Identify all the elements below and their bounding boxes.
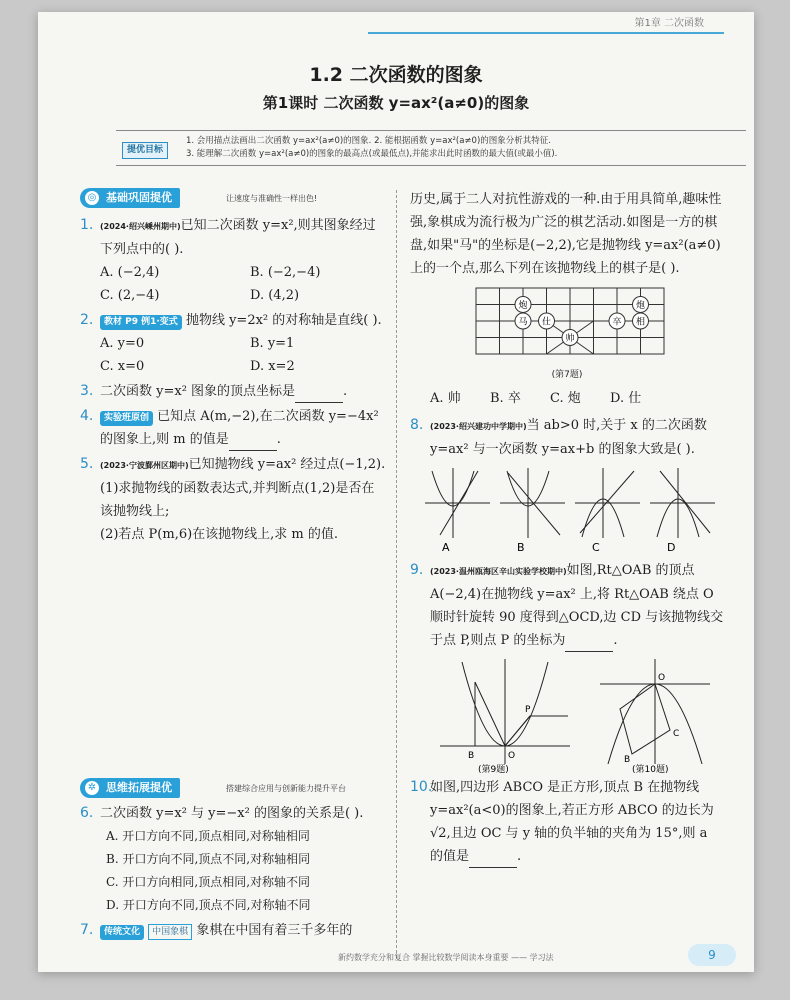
- learning-goals: [116, 130, 746, 166]
- section-thinking: ✲ 思维拓展提优: [80, 778, 180, 798]
- left-column-lower: [80, 802, 386, 944]
- options: [100, 332, 386, 378]
- fig10-caption: (第10题): [632, 765, 669, 774]
- options: [410, 387, 724, 410]
- svg-text:O: O: [508, 751, 516, 761]
- options: [100, 261, 386, 307]
- chess-piece-label: 卒: [612, 317, 622, 328]
- option: D. 仕: [610, 391, 642, 406]
- original-badge: 实验班原创: [100, 411, 153, 426]
- right-column: [410, 188, 724, 870]
- options: [100, 825, 386, 917]
- option: A. y=0: [100, 336, 145, 351]
- goal-line: 1. 会用描点法画出二次函数 y=ax²(a≠0)的图象. 2. 能根据函数 y=ax²(a≠0)的图象分析其特征.: [186, 136, 551, 146]
- option: B. y=1: [250, 336, 295, 351]
- question-1: 1. (2024·绍兴嵊州期中)已知二次函数 y=x²,则其图象经过下列点中的( ). A. (−2,4) B. (−2,−4) C. (2,−4) D. (4,2): [80, 214, 386, 307]
- footer-text: 新约数学充分和复合 掌握比较数学阅读本身重要 —— 学习法: [338, 953, 554, 962]
- page: [38, 12, 754, 972]
- part: (2)若点 P(m,6)在该抛物线上,求 m 的值.: [100, 527, 339, 542]
- section-thinking-note: 搭建综合应用与创新能力提升平台: [226, 784, 346, 793]
- running-header: 第1章 二次函数: [368, 12, 724, 34]
- option: A. 帅: [430, 391, 461, 406]
- option: D. (4,2): [250, 288, 300, 303]
- question-2: 2. 教材 P9 例1·变式 抛物线 y=2x² 的对称轴是直线( ). A. y=0 B. y=1 C. x=0 D. x=2: [80, 309, 386, 378]
- question-7: 7. 传统文化 中国象棋 象棋在中国有着三千多年的: [80, 922, 353, 938]
- goal-line: 3. 能理解二次函数 y=ax²(a≠0)的图象的最高点(或最低点),并能求出此时函数的最大值(或最小值).: [186, 149, 558, 159]
- answer-blank[interactable]: [469, 853, 517, 868]
- option: D. 开口方向不同,顶点不同,对称轴不同: [106, 898, 311, 912]
- answer-blank[interactable]: [295, 388, 343, 403]
- option: A. 开口方向不同,顶点相同,对称轴相同: [106, 829, 310, 843]
- question-10: 10. 如图,四边形 ABCO 是正方形,顶点 B 在抛物线 y=ax²(a<0)的图象上,若正方形 ABCO 的边长为√2,且边 OC 与 y 轴的负半轴的夹角为 15°,则 a 的值是 .: [410, 776, 724, 868]
- question-8: 8. (2023·绍兴建功中学期中)当 ab>0 时,关于 x 的二次函数 y=ax² 与一次函数 y=ax+b 的图象大致是( ).: [410, 417, 707, 457]
- option: C. 开口方向相同,顶点相同,对称轴不同: [106, 875, 311, 889]
- chess-piece-label: 马: [518, 317, 528, 328]
- fig9-caption: (第9题): [478, 765, 509, 774]
- graph-label-d: D: [667, 541, 676, 553]
- answer-blank[interactable]: [229, 436, 277, 451]
- option: D. x=2: [250, 359, 295, 374]
- option: B. 开口方向不同,顶点不同,对称轴相同: [106, 852, 311, 866]
- question-4: 4. 实验班原创 已知点 A(m,−2),在二次函数 y=−4x² 的图象上,则 m 的值是 .: [80, 405, 386, 451]
- option: B. 卒: [490, 391, 521, 406]
- chess-piece-label: 炮: [518, 301, 528, 311]
- question-6: 6. 二次函数 y=x² 与 y=−x² 的图象的关系是( ). A. 开口方向不同,顶点相同,对称轴相同 B. 开口方向不同,顶点不同,对称轴相同 C. 开口方向相同,顶点相同,对称轴不同 D. 开口方向不同,顶点不同,对称轴不同: [80, 802, 386, 917]
- svg-text:B: B: [468, 751, 475, 761]
- chess-piece-label: 炮: [635, 301, 646, 311]
- question-9: 9. (2023·温州瓯海区辛山实验学校期中)如图,Rt△OAB 的顶点 A(−2,4)在抛物线 y=ax² 上,将 Rt△OAB 绕点 O 顺时针旋转 90 度得到△OCD,边 CD 与该抛物线交于点 P,则点 P 的坐标为 .: [410, 559, 724, 652]
- option: C. x=0: [100, 359, 145, 374]
- chess-piece-label: 相: [635, 317, 646, 328]
- svg-text:B: B: [624, 755, 631, 765]
- svg-text:O: O: [658, 673, 666, 683]
- section-basic-note: 让速度与准确性一样出色!: [226, 194, 318, 203]
- lesson-subtitle: 第1课时 二次函数 y=ax²(a≠0)的图象: [262, 94, 530, 112]
- graph-label-a: A: [442, 541, 450, 553]
- goals-tag: 提优目标: [122, 142, 168, 159]
- graph-label-b: B: [517, 541, 525, 553]
- answer-blank[interactable]: [565, 637, 613, 652]
- target-icon: ◎: [85, 191, 99, 205]
- option: C. 炮: [550, 391, 581, 406]
- chessboard-figure: [470, 284, 670, 364]
- textbook-badge: 教材 P9 例1·变式: [100, 315, 182, 330]
- figure-caption: (第7题): [551, 370, 583, 380]
- graph-label-c: C: [592, 541, 600, 553]
- question-7-continued: 历史,属于二人对抗性游戏的一种.由于用具简单,趣味性强,象棋成为流行极为广泛的棋艺活动.如图是一方的棋盘,如果"马"的坐标是(−2,2),它是抛物线 y=ax²(a≠0)上的一个点,那么下列在该抛物线上的棋子是( ).: [410, 192, 722, 276]
- question-3: 3. 二次函数 y=x² 图象的顶点坐标是 .: [80, 380, 386, 403]
- option: A. (−2,4): [100, 265, 160, 280]
- gear-icon: ✲: [85, 781, 99, 795]
- left-column: [80, 214, 386, 548]
- question-5: 5. (2023·宁波鄞州区期中)已知抛物线 y=ax² 经过点(−1,2). (1)求抛物线的函数表达式,并判断点(1,2)是否在该抛物线上; (2)若点 P(m,6)在该抛物线上,求 m 的值.: [80, 453, 386, 546]
- svg-text:P: P: [525, 705, 531, 715]
- culture-badge: 传统文化: [100, 925, 144, 940]
- page-title: 1.2 二次函数的图象: [309, 64, 483, 86]
- option: B. (−2,−4): [250, 265, 321, 280]
- chess-piece-label: 仕: [541, 317, 552, 328]
- chess-piece-label: 帅: [565, 334, 575, 344]
- part: (1)求抛物线的函数表达式,并判断点(1,2)是否在该抛物线上;: [100, 481, 375, 519]
- figures-9-10: [410, 654, 720, 774]
- page-number: 9: [688, 944, 736, 966]
- section-basic: ◎ 基础巩固提优: [80, 188, 180, 208]
- svg-text:C: C: [673, 729, 680, 739]
- graphs-q8: [420, 463, 720, 553]
- option: C. (2,−4): [100, 288, 160, 303]
- chess-badge: 中国象棋: [148, 924, 192, 940]
